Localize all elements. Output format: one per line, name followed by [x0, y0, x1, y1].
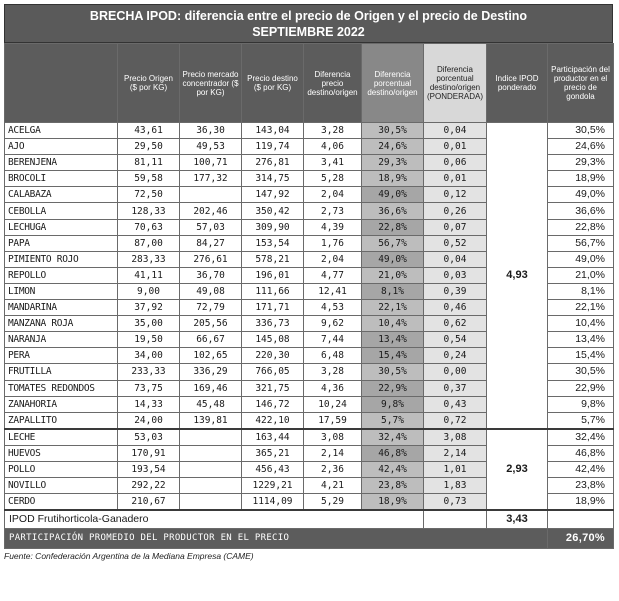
diferencia: 12,41 — [304, 283, 362, 299]
product-name: CEBOLLA — [5, 203, 118, 219]
product-name: AJO — [5, 139, 118, 155]
precio-origen: 9,00 — [118, 283, 180, 299]
summary-value: 26,70% — [548, 529, 614, 549]
header-diferencia: Diferencia precio destino/origen — [304, 44, 362, 123]
precio-origen: 283,33 — [118, 251, 180, 267]
participacion: 13,4% — [548, 332, 614, 348]
product-name: POLLO — [5, 461, 118, 477]
precio-mercado: 336,29 — [180, 364, 242, 380]
header-indice-ipod: Indice IPOD ponderado — [487, 44, 548, 123]
product-name: REPOLLO — [5, 267, 118, 283]
product-name: LECHUGA — [5, 219, 118, 235]
participacion: 56,7% — [548, 235, 614, 251]
precio-mercado: 139,81 — [180, 412, 242, 429]
header-diferencia-porcentual: Diferencia porcentual destino/origen — [362, 44, 424, 123]
precio-destino: 145,08 — [242, 332, 304, 348]
precio-origen: 81,11 — [118, 155, 180, 171]
precio-origen: 24,00 — [118, 412, 180, 429]
diferencia-ponderada: 0,26 — [424, 203, 487, 219]
diferencia-porcentual: 49,0% — [362, 251, 424, 267]
summary-label: PARTICIPACIÓN PROMEDIO DEL PRODUCTOR EN EL PRECIO — [5, 529, 548, 549]
diferencia-porcentual: 18,9% — [362, 171, 424, 187]
product-name: PIMIENTO ROJO — [5, 251, 118, 267]
diferencia: 5,28 — [304, 171, 362, 187]
product-name: BERENJENA — [5, 155, 118, 171]
ipod-fruthorticola: 4,93 — [487, 123, 548, 429]
precio-origen: 170,91 — [118, 445, 180, 461]
precio-origen: 233,33 — [118, 364, 180, 380]
participacion: 30,5% — [548, 123, 614, 139]
diferencia-ponderada: 0,39 — [424, 283, 487, 299]
precio-mercado — [180, 493, 242, 510]
precio-destino: 171,71 — [242, 300, 304, 316]
precio-mercado: 49,53 — [180, 139, 242, 155]
diferencia: 4,53 — [304, 300, 362, 316]
precio-destino: 456,43 — [242, 461, 304, 477]
ipod-report — [4, 4, 613, 561]
participacion: 46,8% — [548, 445, 614, 461]
precio-mercado: 84,27 — [180, 235, 242, 251]
diferencia-porcentual: 36,6% — [362, 203, 424, 219]
participacion: 10,4% — [548, 316, 614, 332]
participacion: 49,0% — [548, 187, 614, 203]
product-name: CALABAZA — [5, 187, 118, 203]
source-note: Fuente: Confederación Argentina de la Mediana Empresa (CAME) — [4, 551, 254, 562]
participacion: 30,5% — [548, 364, 614, 380]
header-participacion: Participación del productor en el precio de gondola — [548, 44, 614, 123]
diferencia-porcentual: 56,7% — [362, 235, 424, 251]
precio-origen: 41,11 — [118, 267, 180, 283]
diferencia-ponderada: 0,06 — [424, 155, 487, 171]
title-line-2: SEPTIEMBRE 2022 — [252, 25, 365, 39]
diferencia-porcentual: 13,4% — [362, 332, 424, 348]
ipod-total-spacer — [424, 510, 487, 529]
product-name: PERA — [5, 348, 118, 364]
participacion: 49,0% — [548, 251, 614, 267]
header-diferencia-ponderada: Diferencia porcentual destino/origen (PONDERADA) — [424, 44, 487, 123]
precio-destino: 1114,09 — [242, 493, 304, 510]
participacion: 5,7% — [548, 412, 614, 429]
title-line-1: BRECHA IPOD: diferencia entre el precio de Origen y el precio de Destino — [89, 9, 528, 23]
product-name: PAPA — [5, 235, 118, 251]
participacion: 22,1% — [548, 300, 614, 316]
precio-destino: 422,10 — [242, 412, 304, 429]
participacion: 32,4% — [548, 429, 614, 446]
product-name: MANZANA ROJA — [5, 316, 118, 332]
diferencia-porcentual: 15,4% — [362, 348, 424, 364]
diferencia-ponderada: 0,24 — [424, 348, 487, 364]
diferencia-porcentual: 5,7% — [362, 412, 424, 429]
ipod-total-spacer-2 — [548, 510, 614, 529]
participacion: 42,4% — [548, 461, 614, 477]
diferencia: 2,04 — [304, 187, 362, 203]
precio-destino: 153,54 — [242, 235, 304, 251]
precio-origen: 35,00 — [118, 316, 180, 332]
participacion: 18,9% — [548, 171, 614, 187]
precio-mercado — [180, 477, 242, 493]
header-producto — [5, 44, 118, 123]
diferencia-ponderada: 0,43 — [424, 396, 487, 412]
precio-origen: 37,92 — [118, 300, 180, 316]
precio-destino: 276,81 — [242, 155, 304, 171]
participacion: 29,3% — [548, 155, 614, 171]
diferencia-porcentual: 22,9% — [362, 380, 424, 396]
diferencia-ponderada: 0,04 — [424, 251, 487, 267]
precio-destino: 146,72 — [242, 396, 304, 412]
header-row — [5, 44, 614, 123]
diferencia: 4,39 — [304, 219, 362, 235]
table-row — [5, 123, 614, 139]
diferencia-porcentual: 42,4% — [362, 461, 424, 477]
precio-destino: 147,92 — [242, 187, 304, 203]
diferencia-porcentual: 49,0% — [362, 187, 424, 203]
diferencia-ponderada: 0,54 — [424, 332, 487, 348]
precio-origen: 128,33 — [118, 203, 180, 219]
precio-origen: 14,33 — [118, 396, 180, 412]
precio-destino: 578,21 — [242, 251, 304, 267]
ipod-table — [4, 43, 614, 549]
diferencia-porcentual: 46,8% — [362, 445, 424, 461]
precio-destino: 111,66 — [242, 283, 304, 299]
diferencia-ponderada: 3,08 — [424, 429, 487, 446]
precio-mercado: 205,56 — [180, 316, 242, 332]
header-precio-origen: Precio Origen ($ por KG) — [118, 44, 180, 123]
diferencia: 17,59 — [304, 412, 362, 429]
product-name: ACELGA — [5, 123, 118, 139]
participacion: 18,9% — [548, 493, 614, 510]
precio-destino: 196,01 — [242, 267, 304, 283]
precio-origen: 43,61 — [118, 123, 180, 139]
diferencia-ponderada: 0,73 — [424, 493, 487, 510]
precio-origen: 53,03 — [118, 429, 180, 446]
diferencia-porcentual: 22,8% — [362, 219, 424, 235]
precio-destino: 143,04 — [242, 123, 304, 139]
diferencia: 3,28 — [304, 364, 362, 380]
diferencia: 3,41 — [304, 155, 362, 171]
ipod-total-label: IPOD Frutihorticola-Ganadero — [5, 510, 424, 529]
ipod-ganadero: 2,93 — [487, 429, 548, 510]
diferencia-ponderada: 0,01 — [424, 139, 487, 155]
precio-origen: 210,67 — [118, 493, 180, 510]
precio-destino: 350,42 — [242, 203, 304, 219]
participacion: 15,4% — [548, 348, 614, 364]
product-name: FRUTILLA — [5, 364, 118, 380]
diferencia: 7,44 — [304, 332, 362, 348]
product-name: BROCOLI — [5, 171, 118, 187]
diferencia-porcentual: 18,9% — [362, 493, 424, 510]
diferencia-ponderada: 0,07 — [424, 219, 487, 235]
diferencia-ponderada: 1,01 — [424, 461, 487, 477]
diferencia: 6,48 — [304, 348, 362, 364]
precio-origen: 59,58 — [118, 171, 180, 187]
diferencia-ponderada: 0,52 — [424, 235, 487, 251]
diferencia: 2,14 — [304, 445, 362, 461]
precio-mercado: 49,08 — [180, 283, 242, 299]
participacion: 9,8% — [548, 396, 614, 412]
diferencia-porcentual: 30,5% — [362, 364, 424, 380]
product-name: HUEVOS — [5, 445, 118, 461]
participacion: 24,6% — [548, 139, 614, 155]
precio-mercado: 57,03 — [180, 219, 242, 235]
precio-mercado: 102,65 — [180, 348, 242, 364]
precio-mercado — [180, 445, 242, 461]
diferencia-ponderada: 0,12 — [424, 187, 487, 203]
precio-mercado: 36,70 — [180, 267, 242, 283]
participacion: 22,9% — [548, 380, 614, 396]
product-name: LIMON — [5, 283, 118, 299]
precio-destino: 220,30 — [242, 348, 304, 364]
precio-origen: 193,54 — [118, 461, 180, 477]
precio-destino: 119,74 — [242, 139, 304, 155]
precio-mercado: 45,48 — [180, 396, 242, 412]
diferencia: 2,73 — [304, 203, 362, 219]
diferencia: 2,04 — [304, 251, 362, 267]
precio-origen: 29,50 — [118, 139, 180, 155]
product-name: ZAPALLITO — [5, 412, 118, 429]
diferencia-ponderada: 0,37 — [424, 380, 487, 396]
product-name: NOVILLO — [5, 477, 118, 493]
product-name: ZANAHORIA — [5, 396, 118, 412]
precio-mercado: 169,46 — [180, 380, 242, 396]
diferencia: 3,08 — [304, 429, 362, 446]
diferencia-ponderada: 2,14 — [424, 445, 487, 461]
diferencia: 5,29 — [304, 493, 362, 510]
precio-origen: 34,00 — [118, 348, 180, 364]
diferencia-porcentual: 8,1% — [362, 283, 424, 299]
participacion: 21,0% — [548, 267, 614, 283]
product-name: LECHE — [5, 429, 118, 446]
precio-mercado — [180, 461, 242, 477]
precio-mercado: 276,61 — [180, 251, 242, 267]
precio-origen: 292,22 — [118, 477, 180, 493]
product-name: CERDO — [5, 493, 118, 510]
report-title — [4, 4, 613, 43]
participacion: 23,8% — [548, 477, 614, 493]
precio-destino: 163,44 — [242, 429, 304, 446]
diferencia: 4,21 — [304, 477, 362, 493]
precio-destino: 314,75 — [242, 171, 304, 187]
diferencia-ponderada: 1,83 — [424, 477, 487, 493]
participacion: 8,1% — [548, 283, 614, 299]
precio-destino: 365,21 — [242, 445, 304, 461]
precio-mercado — [180, 187, 242, 203]
table-body — [5, 123, 614, 549]
diferencia-porcentual: 23,8% — [362, 477, 424, 493]
diferencia-ponderada: 0,72 — [424, 412, 487, 429]
ipod-total-row — [5, 510, 614, 529]
precio-origen: 19,50 — [118, 332, 180, 348]
diferencia-porcentual: 21,0% — [362, 267, 424, 283]
diferencia: 4,77 — [304, 267, 362, 283]
table-row — [5, 429, 614, 446]
diferencia: 1,76 — [304, 235, 362, 251]
precio-destino: 1229,21 — [242, 477, 304, 493]
precio-destino: 766,05 — [242, 364, 304, 380]
header-precio-destino: Precio destino ($ por KG) — [242, 44, 304, 123]
product-name: TOMATES REDONDOS — [5, 380, 118, 396]
header-precio-mercado: Precio mercado concentrador ($ por KG) — [180, 44, 242, 123]
diferencia-ponderada: 0,46 — [424, 300, 487, 316]
precio-mercado: 100,71 — [180, 155, 242, 171]
diferencia-porcentual: 10,4% — [362, 316, 424, 332]
diferencia-ponderada: 0,04 — [424, 123, 487, 139]
diferencia: 9,62 — [304, 316, 362, 332]
diferencia-porcentual: 29,3% — [362, 155, 424, 171]
precio-mercado: 66,67 — [180, 332, 242, 348]
precio-origen: 73,75 — [118, 380, 180, 396]
diferencia-ponderada: 0,62 — [424, 316, 487, 332]
diferencia-ponderada: 0,03 — [424, 267, 487, 283]
precio-mercado — [180, 429, 242, 446]
diferencia-porcentual: 9,8% — [362, 396, 424, 412]
diferencia-porcentual: 30,5% — [362, 123, 424, 139]
precio-origen: 70,63 — [118, 219, 180, 235]
precio-mercado: 177,32 — [180, 171, 242, 187]
summary-row — [5, 529, 614, 549]
precio-origen: 87,00 — [118, 235, 180, 251]
diferencia-porcentual: 22,1% — [362, 300, 424, 316]
participacion: 36,6% — [548, 203, 614, 219]
precio-destino: 309,90 — [242, 219, 304, 235]
precio-destino: 321,75 — [242, 380, 304, 396]
participacion: 22,8% — [548, 219, 614, 235]
diferencia-porcentual: 24,6% — [362, 139, 424, 155]
precio-destino: 336,73 — [242, 316, 304, 332]
precio-mercado: 72,79 — [180, 300, 242, 316]
diferencia: 2,36 — [304, 461, 362, 477]
diferencia-ponderada: 0,01 — [424, 171, 487, 187]
diferencia: 4,06 — [304, 139, 362, 155]
product-name: MANDARINA — [5, 300, 118, 316]
precio-mercado: 36,30 — [180, 123, 242, 139]
diferencia-ponderada: 0,00 — [424, 364, 487, 380]
precio-origen: 72,50 — [118, 187, 180, 203]
diferencia-porcentual: 32,4% — [362, 429, 424, 446]
precio-mercado: 202,46 — [180, 203, 242, 219]
product-name: NARANJA — [5, 332, 118, 348]
diferencia: 4,36 — [304, 380, 362, 396]
diferencia: 3,28 — [304, 123, 362, 139]
diferencia: 10,24 — [304, 396, 362, 412]
ipod-total-value: 3,43 — [487, 510, 548, 529]
